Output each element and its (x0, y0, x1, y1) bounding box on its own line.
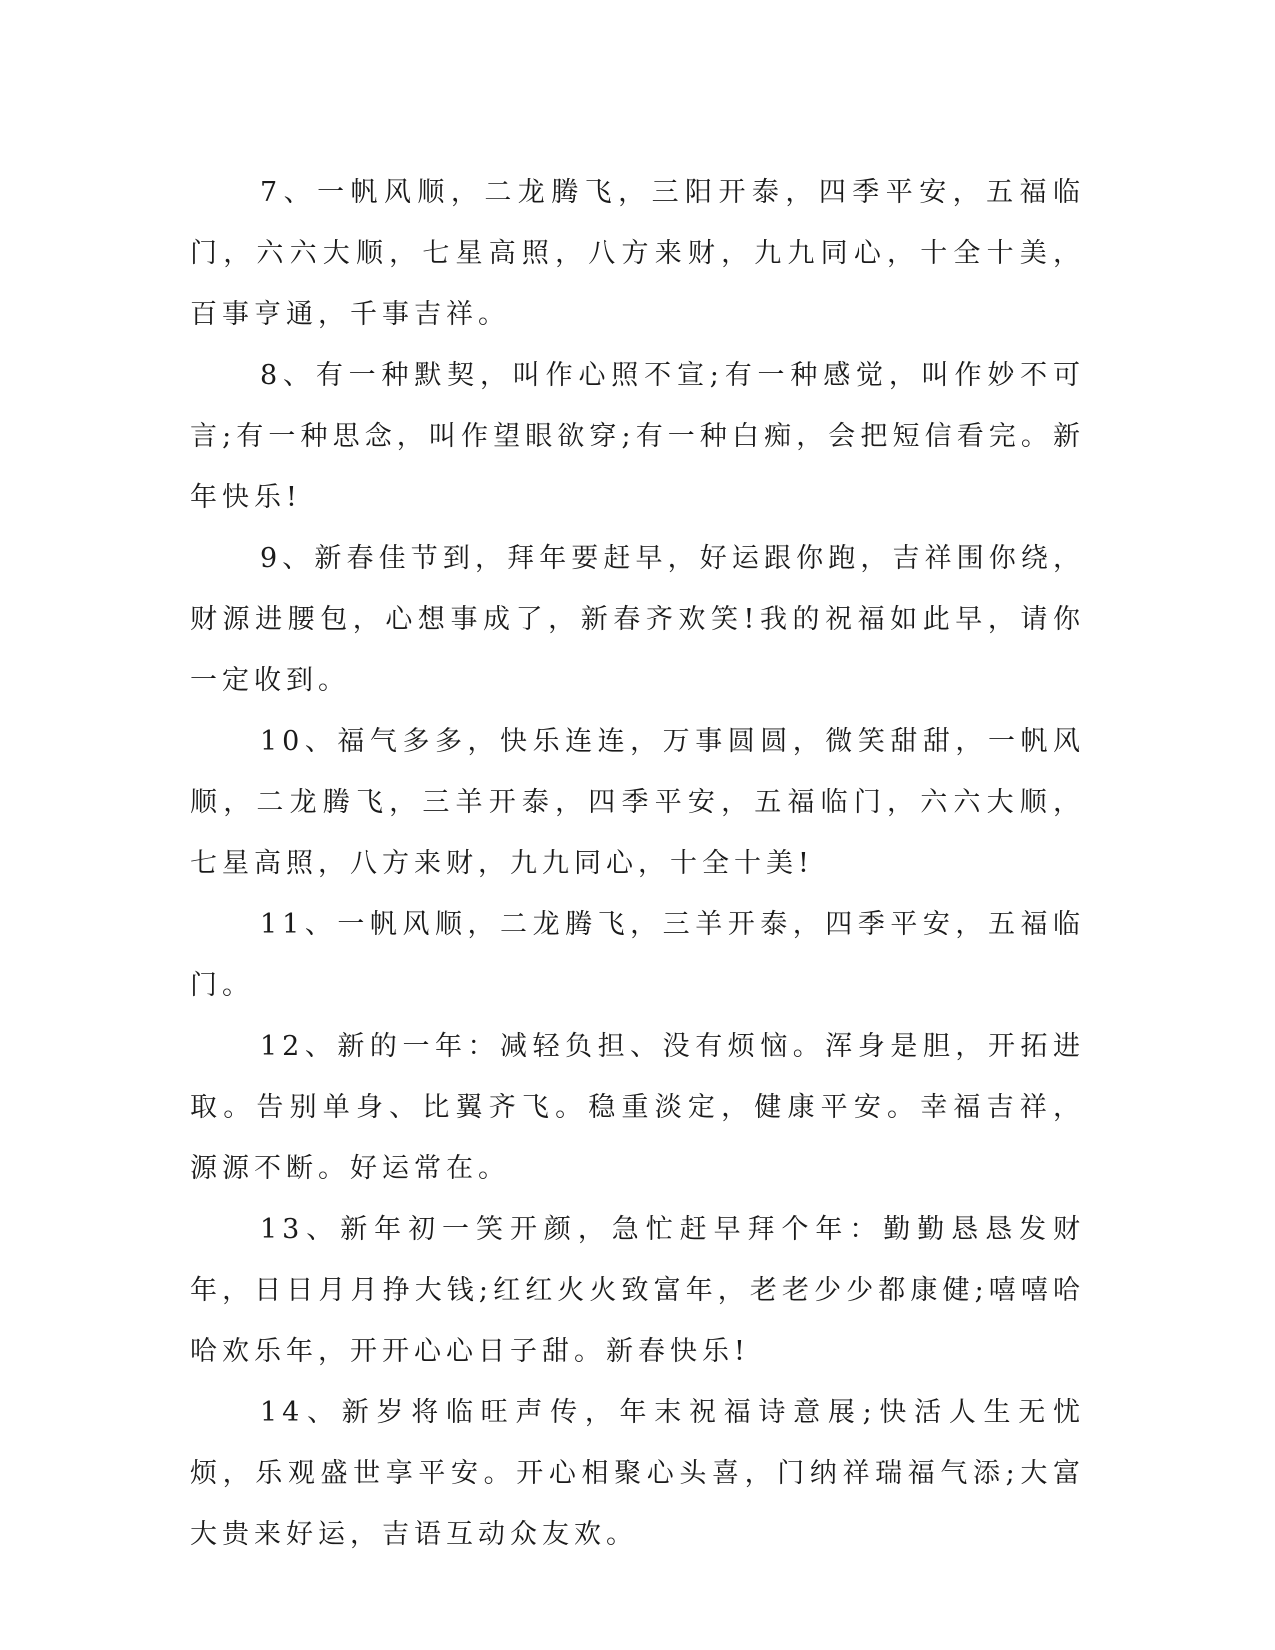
paragraph-7: 7、一帆风顺，二龙腾飞，三阳开泰，四季平安，五福临门，六六大顺，七星高照，八方来财，九九同心，十全十美，百事亨通，千事吉祥。 (190, 177, 1085, 330)
paragraph-10: 10、福气多多，快乐连连，万事圆圆，微笑甜甜，一帆风顺，二龙腾飞，三羊开泰，四季平安，五福临门，六六大顺，七星高照，八方来财，九九同心，十全十美! (190, 726, 1085, 879)
document-body (190, 162, 1085, 1565)
paragraph-14: 14、新岁将临旺声传，年末祝福诗意展;快活人生无忧烦，乐观盛世享平安。开心相聚心头喜，门纳祥瑞福气添;大富大贵来好运，吉语互动众友欢。 (190, 1397, 1085, 1550)
paragraph-8: 8、有一种默契，叫作心照不宣;有一种感觉，叫作妙不可言;有一种思念，叫作望眼欲穿;有一种白痴，会把短信看完。新年快乐! (190, 360, 1085, 513)
paragraph-9: 9、新春佳节到，拜年要赶早，好运跟你跑，吉祥围你绕，财源进腰包，心想事成了，新春齐欢笑!我的祝福如此早，请你一定收到。 (190, 543, 1085, 696)
paragraph-13: 13、新年初一笑开颜，急忙赶早拜个年：勤勤恳恳发财年，日日月月挣大钱;红红火火致富年，老老少少都康健;嘻嘻哈哈欢乐年，开开心心日子甜。新春快乐! (190, 1214, 1085, 1367)
paragraph-12: 12、新的一年：减轻负担、没有烦恼。浑身是胆，开拓进取。告别单身、比翼齐飞。稳重淡定，健康平安。幸福吉祥，源源不断。好运常在。 (190, 1031, 1085, 1184)
paragraph-11: 11、一帆风顺，二龙腾飞，三羊开泰，四季平安，五福临门。 (190, 909, 1085, 1001)
